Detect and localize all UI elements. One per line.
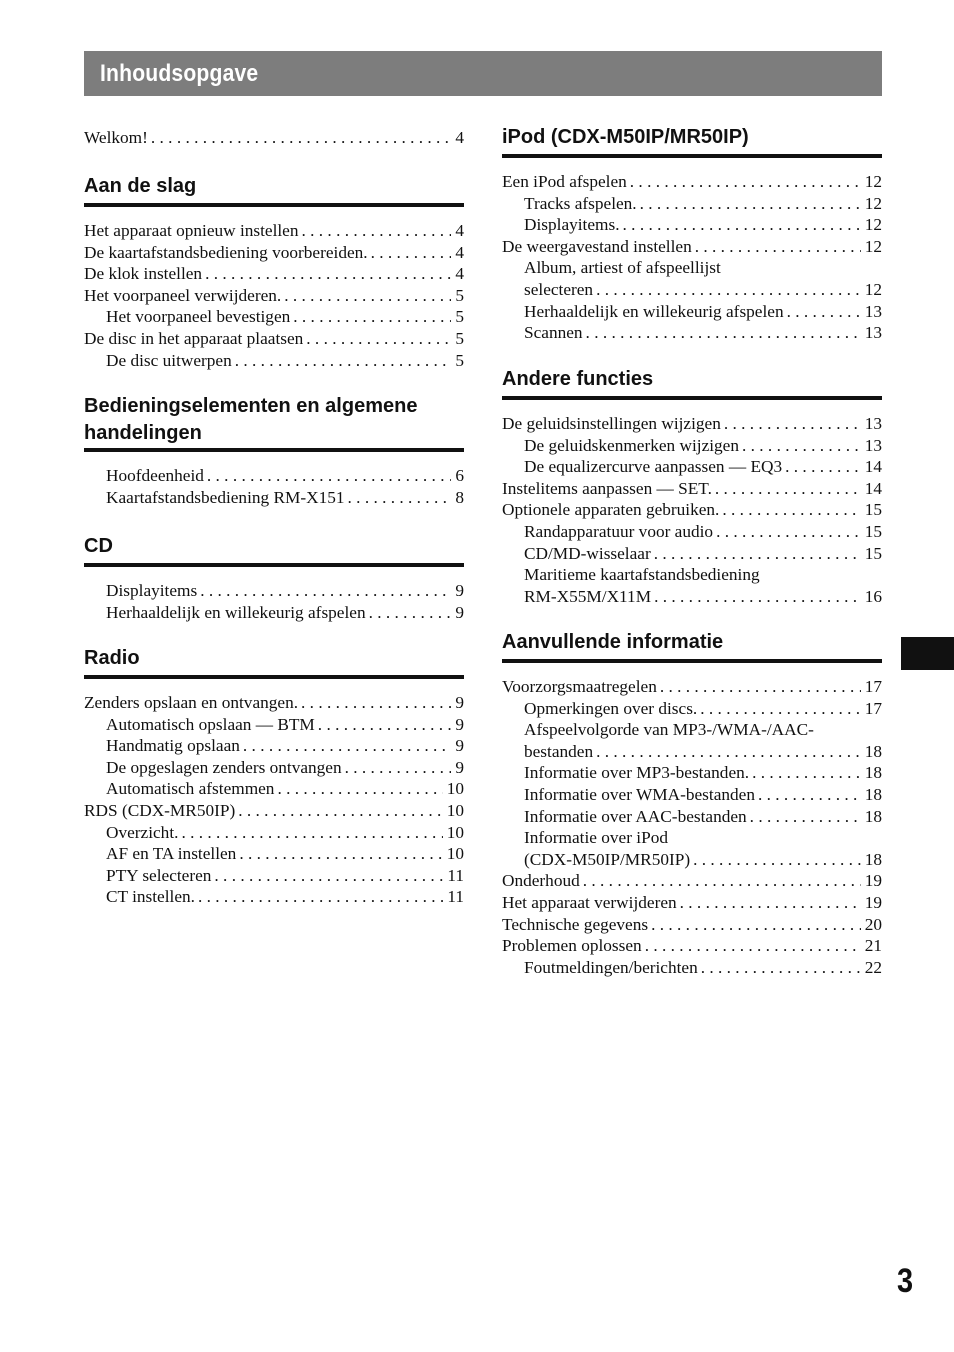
section-heading: Aanvullende informatie xyxy=(502,631,724,653)
toc-entry-title: Informatie over MP3-bestanden. xyxy=(524,763,750,783)
toc-entry[interactable] xyxy=(502,676,882,698)
toc-entry-title-continued: RM-X55M/X11M xyxy=(524,586,652,606)
leader-dots xyxy=(716,521,861,543)
toc-entry[interactable] xyxy=(502,456,882,478)
section-rule xyxy=(502,396,882,400)
toc-entry-title: Afspeelvolgorde van MP3-/WMA-/AAC- xyxy=(524,720,814,740)
toc-entry[interactable] xyxy=(84,692,464,714)
leader-dots xyxy=(651,914,861,936)
section-entries xyxy=(502,676,882,978)
toc-entry-title: CT instellen. xyxy=(106,887,195,907)
toc-entry-page: 9 xyxy=(455,581,464,600)
toc-entry-title: Opmerkingen over discs. xyxy=(524,698,698,718)
toc-entry-page: 12 xyxy=(864,193,882,213)
toc-entry[interactable] xyxy=(502,892,882,914)
leader-dots xyxy=(645,935,861,957)
toc-entry-page: 10 xyxy=(446,779,464,799)
section-entries xyxy=(84,465,464,508)
toc-entry[interactable] xyxy=(502,762,882,784)
toc-entry-title: Een iPod afspelen xyxy=(502,172,627,191)
toc-entry[interactable] xyxy=(502,478,882,500)
toc-entry-title: Problemen oplossen xyxy=(502,936,642,956)
toc-entry-title: Handmatig opslaan xyxy=(106,736,240,756)
toc-entry[interactable] xyxy=(502,935,882,957)
toc-entry[interactable] xyxy=(84,843,464,865)
leader-dots xyxy=(596,279,861,301)
toc-entry-page: 13 xyxy=(864,435,882,455)
toc-entry-page: 13 xyxy=(864,323,882,343)
toc-entry-page: 20 xyxy=(864,914,882,934)
leader-dots xyxy=(695,236,861,258)
section-rule xyxy=(502,154,882,158)
toc-entry-page: 15 xyxy=(864,543,882,563)
toc-entry[interactable] xyxy=(502,193,882,215)
leader-dots xyxy=(198,886,443,908)
toc-title-bar xyxy=(84,51,882,96)
toc-entry[interactable] xyxy=(84,242,464,264)
section-heading-line1: Bedieningselementen en algemene xyxy=(84,395,418,417)
leader-dots xyxy=(700,698,860,720)
toc-section-bedieningselementen xyxy=(84,393,464,508)
leader-dots xyxy=(630,171,861,193)
toc-entry-page: 18 xyxy=(864,806,882,826)
leader-dots xyxy=(742,435,861,457)
toc-entry-title: Het voorpaneel verwijderen. xyxy=(84,285,282,305)
toc-entry-title: Het apparaat opnieuw instellen xyxy=(84,221,299,240)
leader-dots xyxy=(277,778,442,800)
toc-entry-title: Foutmeldingen/berichten xyxy=(524,957,698,977)
leader-dots xyxy=(758,784,861,806)
leader-dots xyxy=(715,478,861,500)
toc-entry-title: Voorzorgsmaatregelen xyxy=(502,677,657,696)
toc-entry-title: Kaartafstandsbediening RM-X151 xyxy=(106,487,345,507)
section-heading: Andere functies xyxy=(502,368,654,390)
section-heading: CD xyxy=(84,535,113,557)
toc-entry[interactable] xyxy=(84,350,464,372)
toc-entry[interactable] xyxy=(502,435,882,457)
toc-entry-title: RDS (CDX-MR50IP) xyxy=(84,800,236,820)
toc-entry-title: Herhaaldelijk en willekeurig afspelen xyxy=(524,301,784,321)
toc-entry-page: 17 xyxy=(864,677,882,696)
leader-dots xyxy=(214,865,443,887)
toc-entry-title: Automatisch afstemmen xyxy=(106,779,275,799)
toc-entry-title: De disc in het apparaat plaatsen xyxy=(84,328,304,348)
toc-entry-continued[interactable] xyxy=(502,586,882,608)
toc-entry[interactable] xyxy=(502,413,882,435)
toc-entry[interactable] xyxy=(84,757,464,779)
leader-dots xyxy=(293,306,451,328)
toc-entry-page: 9 xyxy=(455,602,464,622)
toc-entry-title: Automatisch opslaan — BTM xyxy=(106,714,315,734)
leader-dots xyxy=(654,543,861,565)
toc-entry-page: 10 xyxy=(446,822,464,842)
toc-entry[interactable] xyxy=(502,543,882,565)
section-entries xyxy=(502,171,882,344)
leader-dots xyxy=(752,762,861,784)
toc-entry[interactable] xyxy=(84,714,464,736)
toc-entry-page: 13 xyxy=(864,414,882,433)
toc-entry-title: De kaartafstandsbediening voorbereiden. xyxy=(84,242,368,262)
toc-section-aan-de-slag xyxy=(84,173,464,371)
leader-dots xyxy=(701,957,861,979)
leader-dots xyxy=(787,301,861,323)
leader-dots xyxy=(722,499,860,521)
toc-entry[interactable] xyxy=(502,214,882,236)
section-heading: Radio xyxy=(84,647,140,669)
toc-entry-page: 18 xyxy=(864,784,882,804)
toc-entry-page: 16 xyxy=(864,586,882,606)
section-rule xyxy=(502,659,882,663)
toc-entry-page: 9 xyxy=(455,736,464,756)
toc-entry-title: De weergavestand instellen xyxy=(502,236,692,256)
section-heading-line2: handelingen xyxy=(84,422,202,444)
toc-entry-title: Informatie over AAC-bestanden xyxy=(524,806,747,826)
toc-entry-page: 4 xyxy=(455,221,464,240)
toc-entry-title: Randapparatuur voor audio xyxy=(524,521,714,541)
section-entries xyxy=(502,413,882,607)
toc-entry-page: 6 xyxy=(455,466,464,485)
leader-dots xyxy=(207,465,451,487)
toc-entry-page: 5 xyxy=(455,307,464,327)
toc-entry[interactable] xyxy=(502,914,882,936)
leader-dots xyxy=(284,285,451,307)
toc-entry-page: 12 xyxy=(864,215,882,235)
leader-dots xyxy=(693,849,861,871)
toc-entry[interactable] xyxy=(84,465,464,487)
toc-entry-page: 21 xyxy=(864,936,882,956)
toc-entry-title: De disc uitwerpen xyxy=(106,350,232,370)
toc-entry-title: Displayitems xyxy=(106,581,198,600)
toc-entry-title: Informatie over WMA-bestanden xyxy=(524,784,755,804)
toc-entry-page: 4 xyxy=(455,242,464,262)
leader-dots xyxy=(243,735,451,757)
toc-entry[interactable] xyxy=(84,285,464,307)
leader-dots xyxy=(181,822,442,844)
toc-entry-title: Technische gegevens xyxy=(502,914,649,934)
leader-dots xyxy=(302,220,452,242)
toc-entry-page: 18 xyxy=(864,763,882,783)
toc-entry-page: 9 xyxy=(455,714,464,734)
leader-dots xyxy=(654,586,861,608)
toc-entry-title-continued: (CDX-M50IP/MR50IP) xyxy=(524,849,691,869)
toc-section-radio xyxy=(84,645,464,908)
leader-dots xyxy=(205,263,451,285)
toc-entry[interactable] xyxy=(502,698,882,720)
toc-entry[interactable] xyxy=(84,886,464,908)
toc-entry-continued[interactable] xyxy=(502,741,882,763)
toc-entry[interactable] xyxy=(84,328,464,350)
toc-entry-page: 4 xyxy=(455,264,464,284)
toc-entry-continued[interactable] xyxy=(502,279,882,301)
toc-entry[interactable] xyxy=(84,263,464,285)
toc-entry-page: 8 xyxy=(455,487,464,507)
section-entries xyxy=(84,580,464,623)
toc-entry-page: 12 xyxy=(864,172,882,191)
leader-dots xyxy=(235,350,452,372)
toc-entry[interactable] xyxy=(84,602,464,624)
toc-entry[interactable] xyxy=(502,521,882,543)
toc-entry-page: 9 xyxy=(455,757,464,777)
toc-entry-title: Tracks afspelen. xyxy=(524,193,637,213)
toc-entry-page: 18 xyxy=(864,849,882,869)
toc-entry-page: 22 xyxy=(864,957,882,977)
toc-entry-title-continued: bestanden xyxy=(524,741,594,761)
leader-dots xyxy=(239,843,442,865)
toc-entry-title: Displayitems. xyxy=(524,215,620,235)
chapter-tab-marker xyxy=(901,637,954,670)
toc-entry[interactable] xyxy=(502,719,882,741)
toc-entry-page: 14 xyxy=(864,457,882,477)
toc-entry-title: Het voorpaneel bevestigen xyxy=(106,307,291,327)
toc-entry-title: AF en TA instellen xyxy=(106,844,237,864)
toc-section-andere-functies xyxy=(502,366,882,607)
leader-dots xyxy=(348,487,452,509)
toc-entry-page: 10 xyxy=(446,800,464,820)
leader-dots xyxy=(586,322,861,344)
toc-entry[interactable] xyxy=(84,735,464,757)
toc-entry[interactable] xyxy=(84,127,464,149)
toc-entry-title: Instelitems aanpassen — SET. xyxy=(502,478,712,498)
toc-entry[interactable] xyxy=(502,236,882,258)
toc-entry[interactable] xyxy=(84,778,464,800)
toc-section-cd xyxy=(84,533,464,623)
toc-entry-title: De geluidskenmerken wijzigen xyxy=(524,435,739,455)
toc-entry-page: 11 xyxy=(447,887,464,907)
toc-entry-title-continued: selecteren xyxy=(524,279,594,299)
toc-entry-title: Scannen xyxy=(524,323,583,343)
leader-dots xyxy=(640,193,861,215)
section-rule xyxy=(84,203,464,207)
leader-dots xyxy=(596,741,861,763)
toc-entry[interactable] xyxy=(84,800,464,822)
leader-dots xyxy=(369,602,452,624)
toc-entry[interactable] xyxy=(502,564,882,586)
toc-entry-continued[interactable] xyxy=(502,849,882,871)
toc-entry-page: 15 xyxy=(864,500,882,520)
section-rule xyxy=(84,675,464,679)
toc-entry-page: 17 xyxy=(864,698,882,718)
toc-entry-title: De opgeslagen zenders ontvangen xyxy=(106,757,342,777)
toc-entry-page: 9 xyxy=(455,693,464,712)
toc-entry[interactable] xyxy=(84,306,464,328)
toc-entry-title: Onderhoud xyxy=(502,871,580,891)
toc-entry-title: PTY selecteren xyxy=(106,865,212,885)
leader-dots xyxy=(660,676,861,698)
toc-entry[interactable] xyxy=(84,822,464,844)
toc-entry[interactable] xyxy=(84,487,464,509)
section-rule xyxy=(84,448,464,452)
toc-entry[interactable] xyxy=(84,580,464,602)
toc-entry-page: 12 xyxy=(864,236,882,256)
toc-entry-title: De klok instellen xyxy=(84,264,203,284)
toc-title: Inhoudsopgave xyxy=(100,59,259,87)
toc-entry-title: CD/MD-wisselaar xyxy=(524,543,651,563)
toc-entry-page: 11 xyxy=(447,865,464,885)
toc-entry[interactable] xyxy=(502,301,882,323)
section-rule xyxy=(84,563,464,567)
section-heading: iPod (CDX-M50IP/MR50IP) xyxy=(502,126,749,148)
toc-entry-title: Maritieme kaartafstandsbediening xyxy=(524,565,760,585)
page-number: 3 xyxy=(897,1262,914,1300)
section-heading: Aan de slag xyxy=(84,175,197,197)
toc-entry-page: 5 xyxy=(455,350,464,370)
toc-entry[interactable] xyxy=(502,499,882,521)
toc-entry-page: 19 xyxy=(864,892,882,912)
toc-section-ipod xyxy=(502,124,882,344)
leader-dots xyxy=(750,806,861,828)
toc-entry-title: Herhaaldelijk en willekeurig afspelen xyxy=(106,602,366,622)
toc-entry-title: Optionele apparaten gebruiken. xyxy=(502,500,720,520)
toc-entry[interactable] xyxy=(502,257,882,279)
toc-entry-title: Welkom! xyxy=(84,128,148,147)
toc-entry[interactable] xyxy=(502,171,882,193)
leader-dots xyxy=(623,214,861,236)
toc-entry-page: 14 xyxy=(864,478,882,498)
toc-entry-page: 5 xyxy=(455,328,464,348)
toc-entry-page: 12 xyxy=(864,279,882,299)
toc-entry[interactable] xyxy=(502,806,882,828)
toc-entry-page: 19 xyxy=(864,871,882,891)
toc-entry[interactable] xyxy=(502,870,882,892)
toc-entry[interactable] xyxy=(502,322,882,344)
toc-entry-title: Het apparaat verwijderen xyxy=(502,892,677,912)
toc-entry[interactable] xyxy=(84,220,464,242)
toc-entry-page: 13 xyxy=(864,301,882,321)
leader-dots xyxy=(318,714,452,736)
toc-entry-page: 5 xyxy=(455,285,464,305)
leader-dots xyxy=(680,892,861,914)
toc-entry-title: Album, artiest of afspeellijst xyxy=(524,258,721,278)
leader-dots xyxy=(238,800,442,822)
toc-entry-title: De equalizercurve aanpassen — EQ3 xyxy=(524,457,783,477)
toc-intro xyxy=(84,127,464,149)
toc-entry-title: Zenders opslaan en ontvangen. xyxy=(84,693,299,712)
toc-entry-page: 10 xyxy=(446,844,464,864)
toc-entry-page: 18 xyxy=(864,741,882,761)
leader-dots xyxy=(345,757,452,779)
leader-dots xyxy=(200,580,451,602)
leader-dots xyxy=(301,692,451,714)
toc-entry[interactable] xyxy=(502,957,882,979)
leader-dots xyxy=(151,127,451,149)
section-entries xyxy=(84,692,464,908)
leader-dots xyxy=(785,456,861,478)
toc-entry-title: Overzicht. xyxy=(106,822,179,842)
toc-entry-page: 4 xyxy=(455,128,464,147)
leader-dots xyxy=(724,413,861,435)
toc-entry-title: Hoofdeenheid xyxy=(106,466,204,485)
toc-entry-title: Informatie over iPod xyxy=(524,828,668,848)
toc-entry-page: 15 xyxy=(864,521,882,541)
leader-dots xyxy=(583,870,861,892)
toc-entry[interactable] xyxy=(84,865,464,887)
leader-dots xyxy=(371,242,452,264)
toc-entry[interactable] xyxy=(502,827,882,849)
leader-dots xyxy=(306,328,451,350)
toc-section-aanvullende-informatie xyxy=(502,629,882,978)
toc-entry-title: De geluidsinstellingen wijzigen xyxy=(502,414,721,433)
toc-entry[interactable] xyxy=(502,784,882,806)
section-entries xyxy=(84,220,464,371)
